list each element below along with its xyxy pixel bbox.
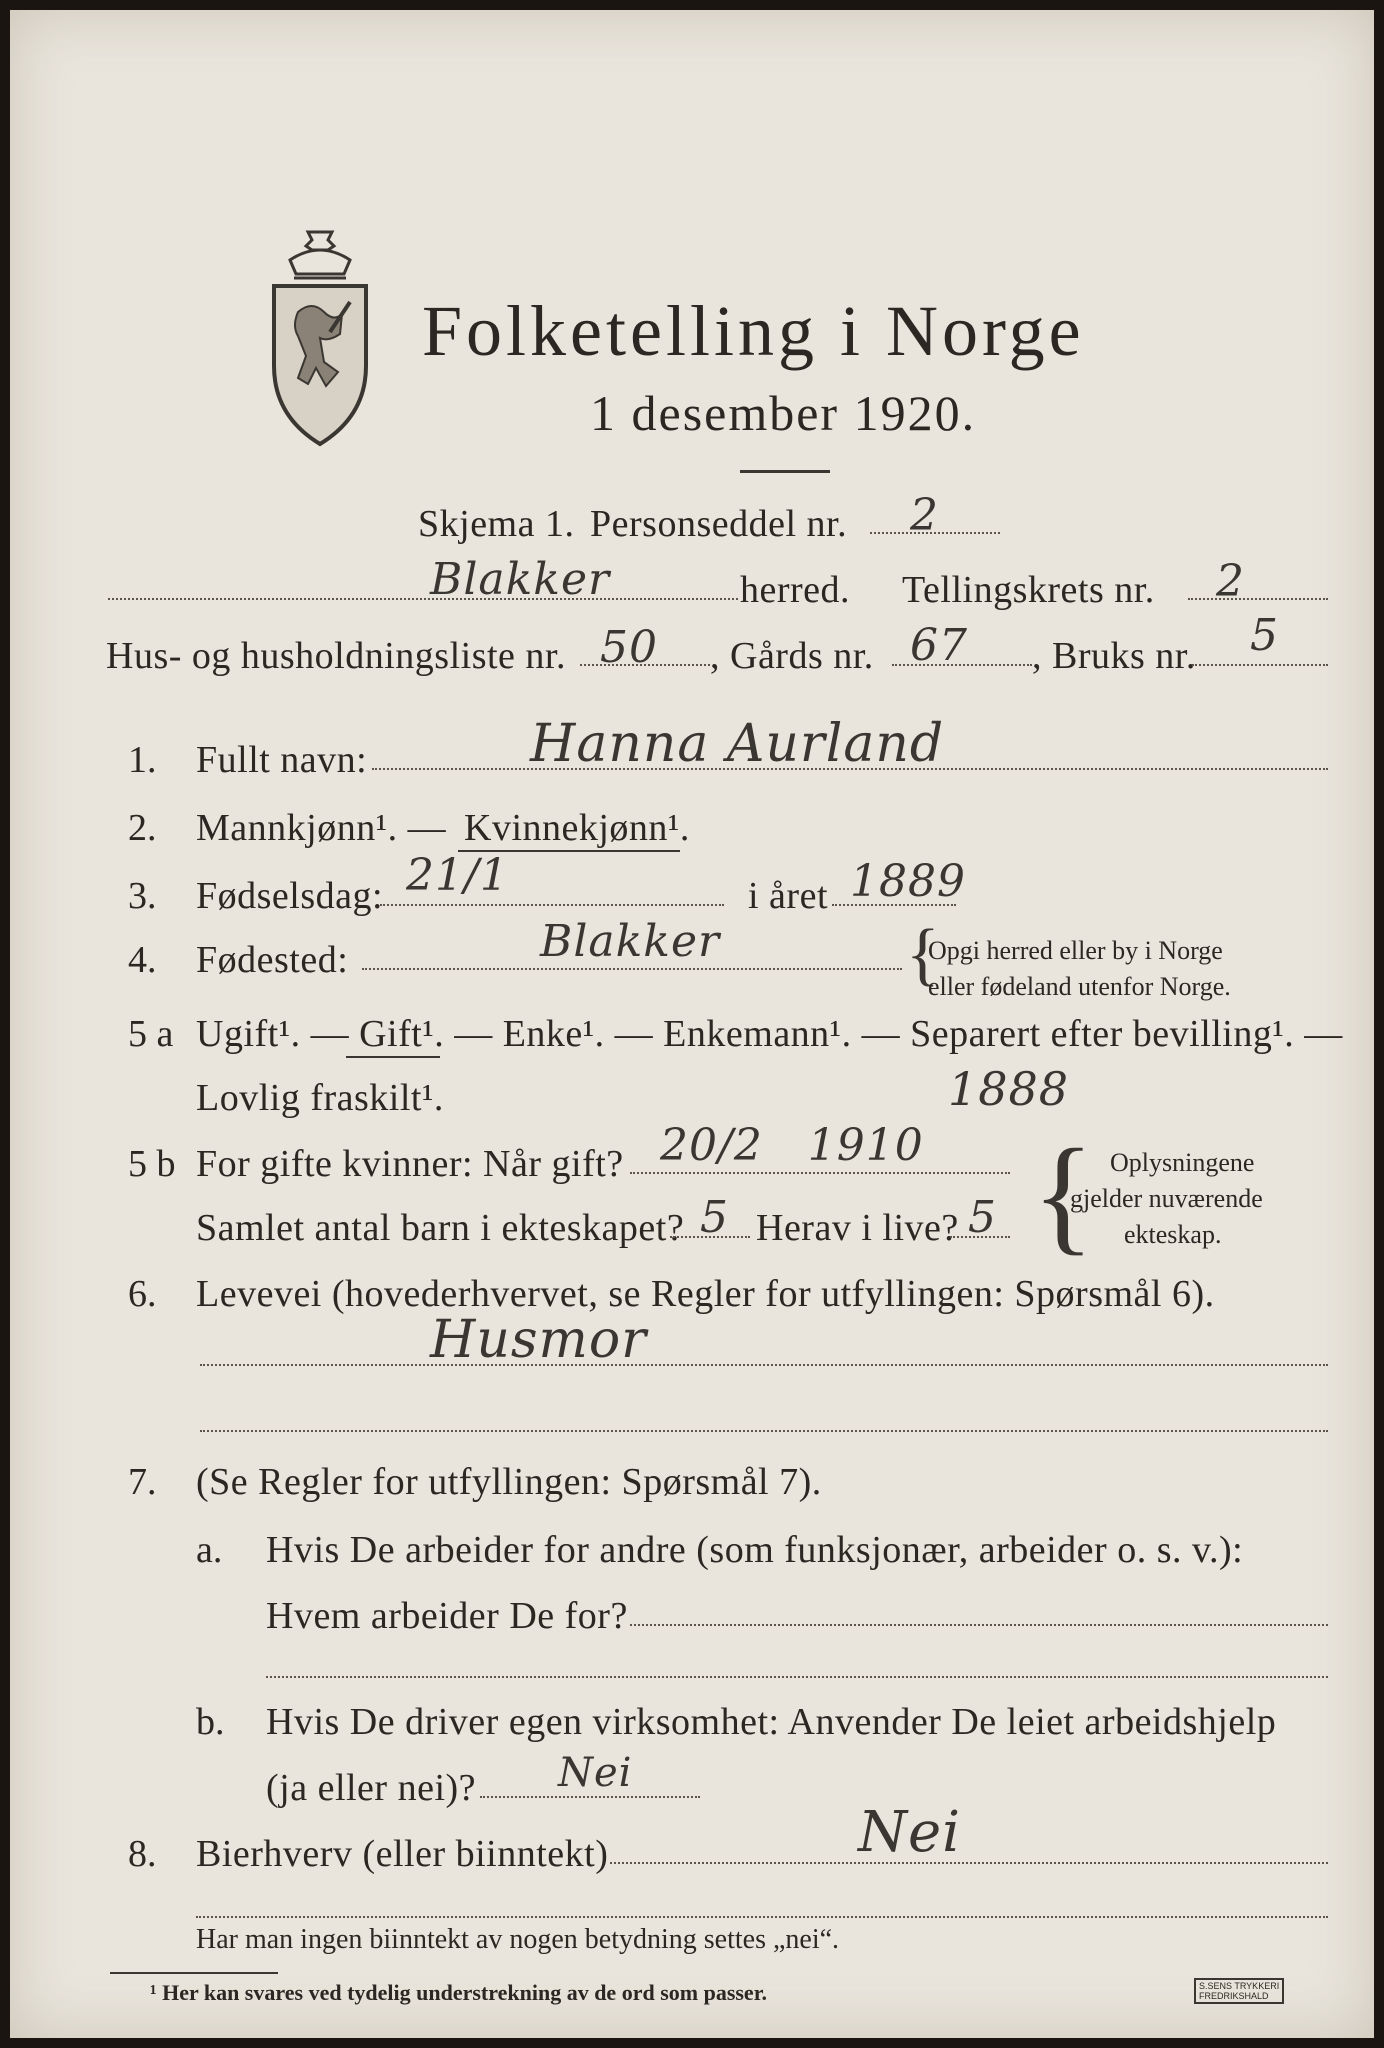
schema-label: Skjema 1. [418,503,575,545]
q5b-gift-answer: 20/2 1910 [660,1120,924,1171]
q7a-answer-line [630,1624,1328,1626]
q3-day-answer: 21/1 [406,850,509,901]
q1-answer: Hanna Aurland [530,714,945,774]
q2-male-option: Mannkjønn¹. — [196,807,447,849]
q5a-gift-underline [346,1056,440,1058]
q5b-brace: { [1032,1123,1095,1267]
husliste-label: Hus- og husholdningsliste nr. [106,635,566,677]
q3-label: Fødselsdag: [196,875,384,917]
tellingskrets-value: 2 [1216,556,1245,607]
q4-line [362,968,902,970]
q5b-note-line3: ekteskap. [1124,1220,1222,1249]
q2-female-option: Kvinnekjønn¹. [464,807,690,849]
q5b-live-answer: 5 [968,1192,997,1243]
q7b-answer: Nei [558,1750,633,1796]
gards-label: , Gårds nr. [710,635,874,677]
q5b-gift-line [630,1172,1010,1174]
q5b-barn-answer: 5 [700,1192,729,1243]
q6-answer: Husmor [430,1310,647,1370]
q7b-line2: (ja eller nei)? [266,1767,477,1809]
q5a-margin-note: 1888 [948,1062,1070,1116]
q7a-letter: a. [196,1529,223,1571]
page-title: Folketelling i Norge [422,291,1085,371]
footnote-rule [110,1972,278,1974]
q4-number: 4. [128,939,157,981]
q7a-line1: Hvis De arbeider for andre (som funksjonær, arbeider o. s. v.): [266,1529,1244,1571]
q3-day-line [380,904,724,906]
q5b-number: 5 b [128,1143,176,1185]
q5b-note-line1: Oplysningene [1110,1148,1255,1177]
printer-mark [1194,1978,1284,2004]
page-subtitle: 1 desember 1920. [590,385,977,441]
q2-number: 2. [128,807,157,849]
bruks-line [1192,664,1328,666]
q4-note-line2: eller fødeland utenfor Norge. [928,972,1231,1001]
q5a-options-line1: Ugift¹. — Gift¹. — Enke¹. — Enkemann¹. — Separert efter bevilling¹. — [196,1013,1343,1055]
q8-label: Bierhverv (eller biinntekt) [196,1833,609,1875]
norwegian-coat-of-arms-icon [260,222,380,452]
footnote: ¹ Her kan svares ved tydelig understrekning av de ord som passer. [150,1980,767,2005]
q8-extra-line [196,1916,1328,1918]
q7a-extra-line [266,1676,1328,1678]
q7-number: 7. [128,1461,157,1503]
gards-value: 67 [910,620,968,671]
census-form-sheet [10,10,1374,2038]
q5b-gift-label: For gifte kvinner: Når gift? [196,1143,624,1185]
printer-line1: S.SENS TRYKKERI [1199,1981,1280,1991]
q8-answer-line [610,1862,1328,1864]
herred-label: herred. [740,569,851,611]
q1-label: Fullt navn: [196,739,368,781]
printer-line2: FREDRIKSHALD [1199,1991,1269,2001]
husliste-value: 50 [600,622,658,673]
herred-line [108,598,738,600]
q8-answer: Nei [858,1800,962,1865]
q5a-options-line2: Lovlig fraskilt¹. [196,1077,444,1119]
q6-number: 6. [128,1273,157,1315]
q4-brace: { [906,916,940,993]
q1-number: 1. [128,739,157,781]
personseddel-value: 2 [910,490,939,541]
q5a-number: 5 a [128,1013,174,1055]
herred-value: Blakker [430,554,611,605]
bruks-label: , Bruks nr. [1032,635,1196,677]
title-divider [740,470,830,473]
footer-note: Har man ingen biinntekt av nogen betydning settes „nei“. [196,1924,840,1955]
q6-answer-line [200,1364,1328,1366]
personseddel-label: Personseddel nr. [590,503,848,545]
q6-label: Levevei (hovederhvervet, se Regler for utfyllingen: Spørsmål 6). [196,1273,1215,1315]
tellingskrets-label: Tellingskrets nr. [902,569,1155,611]
q6-extra-line [200,1430,1328,1432]
q5b-live-label: Herav i live? [756,1207,959,1249]
q3-year-answer: 1889 [850,856,966,907]
q4-answer: Blakker [540,916,721,967]
q7b-letter: b. [196,1701,225,1743]
q3-year-label: i året [748,875,829,917]
q7a-line2: Hvem arbeider De for? [266,1595,628,1637]
q7b-line1: Hvis De driver egen virksomhet: Anvender De leiet arbeidshjelp [266,1701,1277,1743]
q8-number: 8. [128,1833,157,1875]
tellingskrets-line [1188,598,1328,600]
bruks-value: 5 [1250,610,1279,661]
q4-note-line1: Opgi herred eller by i Norge [928,936,1223,965]
q5b-note-line2: gjelder nuværende [1070,1184,1263,1213]
q7b-answer-line [480,1796,700,1798]
q5b-barn-label: Samlet antal barn i ekteskapet? [196,1207,685,1249]
q3-number: 3. [128,875,157,917]
q4-label: Fødested: [196,939,349,981]
q7-label: (Se Regler for utfyllingen: Spørsmål 7). [196,1461,822,1503]
